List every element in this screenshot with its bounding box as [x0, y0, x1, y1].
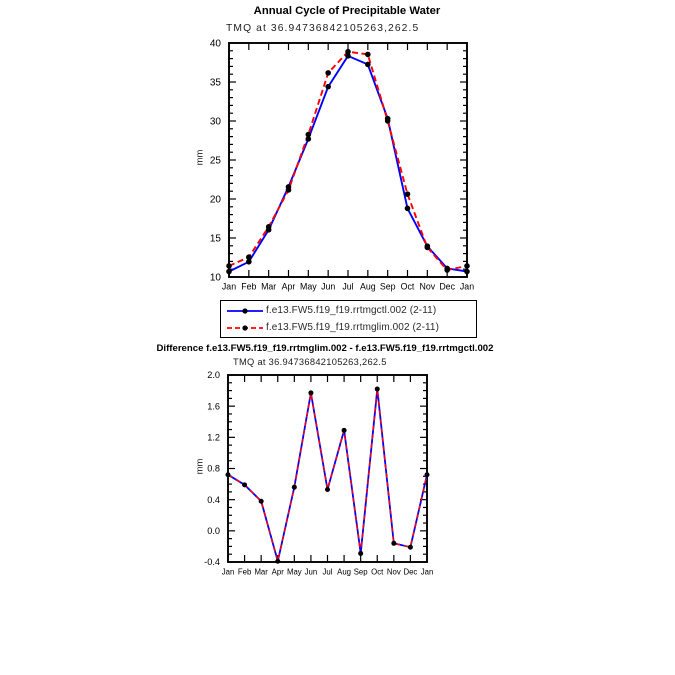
- x-tick-label: Jan: [420, 567, 434, 577]
- data-point-s0: [275, 559, 280, 564]
- series-overlay-line-0: [228, 389, 427, 561]
- legend-label-control: f.e13.FW5.f19_f19.rrtmgctl.002 (2-11): [266, 305, 437, 316]
- data-point-s0: [308, 390, 313, 395]
- difference-title: Difference f.e13.FW5.f19_f19.rrtmglim.002 - f.e13.FW5.f19_f19.rrtmgctl.002: [156, 343, 494, 354]
- series-line-0: [228, 389, 427, 561]
- x-tick-label: Nov: [386, 567, 401, 577]
- x-tick-label: Jan: [221, 281, 237, 292]
- data-point-s0: [342, 428, 347, 433]
- x-tick-label: Oct: [371, 567, 384, 577]
- data-point-s0: [325, 487, 330, 492]
- x-tick-label: Jul: [342, 281, 354, 292]
- y-tick-label: 0.4: [207, 494, 220, 505]
- legend-label-experiment: f.e13.FW5.f19_f19.rrtmglim.002 (2-11): [266, 322, 440, 333]
- y-tick-label: 35: [209, 77, 221, 89]
- y-tick-label: 0.8: [207, 463, 220, 474]
- x-tick-label: May: [286, 567, 302, 577]
- data-point-s0: [242, 482, 247, 487]
- x-tick-label: May: [300, 281, 317, 292]
- data-point-s0: [391, 541, 396, 546]
- x-tick-label: Jun: [304, 567, 318, 577]
- difference-y-axis-label: mm: [194, 458, 206, 475]
- x-tick-label: Mar: [261, 281, 277, 292]
- x-tick-label: Feb: [241, 281, 257, 292]
- x-tick-label: Apr: [281, 281, 296, 292]
- data-point-s0: [408, 545, 413, 550]
- data-point-s0: [259, 499, 264, 504]
- x-tick-label: Apr: [271, 567, 284, 577]
- annual-cycle-title: Annual Cycle of Precipitable Water: [253, 5, 441, 17]
- x-tick-label: Dec: [439, 281, 455, 292]
- data-point-s0: [358, 551, 363, 556]
- x-tick-label: Sep: [379, 281, 396, 292]
- x-tick-label: Oct: [400, 281, 415, 292]
- annual-cycle-subtitle: TMQ at 36.94736842105263,262.5: [226, 23, 420, 34]
- y-tick-label: 0.0: [207, 525, 220, 536]
- x-tick-label: Nov: [419, 281, 436, 292]
- annual-cycle-y-axis-label: mm: [194, 149, 206, 166]
- data-point-s0: [292, 485, 297, 490]
- y-tick-label: 30: [209, 116, 221, 128]
- data-point-s0: [425, 472, 430, 477]
- x-tick-label: Mar: [254, 567, 268, 577]
- x-tick-label: Jun: [321, 281, 336, 292]
- y-tick-label: 15: [209, 233, 221, 245]
- y-tick-label: 10: [209, 272, 221, 284]
- y-tick-label: 25: [209, 155, 221, 167]
- y-tick-label: 40: [209, 38, 221, 50]
- data-point-s0: [375, 387, 380, 392]
- x-tick-label: Feb: [237, 567, 252, 577]
- x-tick-label: Dec: [403, 567, 418, 577]
- axis-frame: [228, 375, 427, 562]
- x-tick-label: Aug: [360, 281, 376, 292]
- y-tick-label: 1.2: [207, 432, 220, 443]
- y-tick-label: 1.6: [207, 401, 220, 412]
- x-tick-label: Jul: [322, 567, 333, 577]
- x-tick-label: Aug: [337, 567, 352, 577]
- x-tick-label: Jan: [459, 281, 475, 292]
- y-tick-label: 2.0: [207, 370, 220, 381]
- difference-subtitle: TMQ at 36.94736842105263,262.5: [233, 357, 387, 367]
- x-tick-label: Sep: [353, 567, 368, 577]
- data-point-s0: [226, 472, 231, 477]
- x-tick-label: Jan: [221, 567, 235, 577]
- y-tick-label: 20: [209, 194, 221, 206]
- y-tick-label: -0.4: [204, 557, 220, 568]
